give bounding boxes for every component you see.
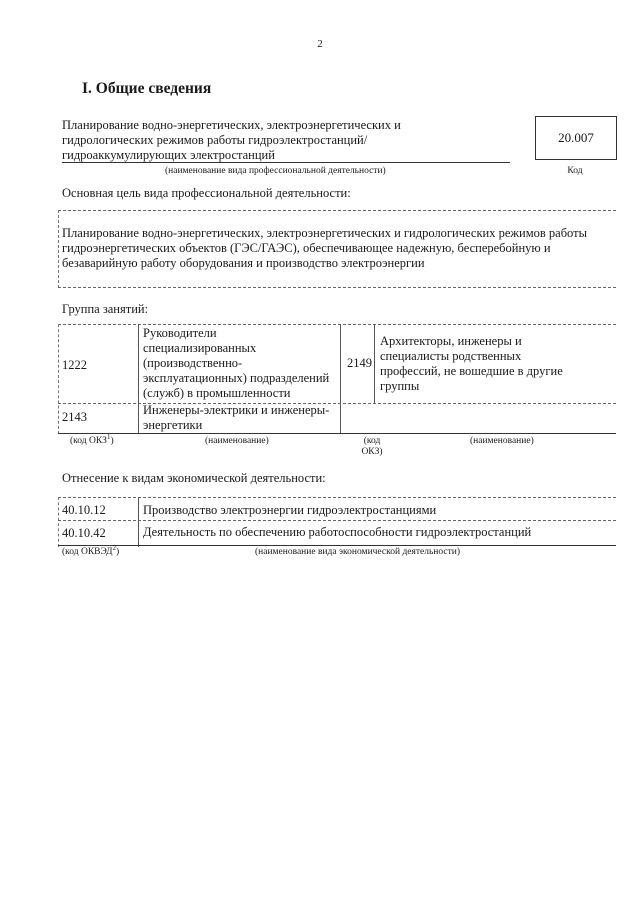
occupation-code: 2143 bbox=[62, 410, 87, 424]
activity-row-divider bbox=[58, 520, 616, 521]
profession-name-caption: (наименование вида профессиональной деятельности) bbox=[165, 166, 386, 176]
okved-code-caption: (код ОКВЭД$^2$) bbox=[62, 543, 120, 557]
economic-activity-label: Отнесение к видам экономической деятельности: bbox=[62, 471, 326, 485]
occupation-name-line: энергетики bbox=[143, 418, 203, 432]
occupation-table-top bbox=[58, 324, 616, 325]
profession-code-caption: Код bbox=[567, 166, 583, 176]
footnote-marker: 1 bbox=[106, 432, 111, 441]
activity-col-divider bbox=[138, 497, 139, 547]
profession-name-line: Планирование водно-энергетических, электроэнергетических и bbox=[62, 118, 401, 132]
occupation-code: 1222 bbox=[62, 358, 87, 372]
okz-code-caption: (код ОКЗ$^1$) bbox=[70, 432, 114, 446]
main-goal-box-top bbox=[58, 210, 616, 211]
section-title: I. Общие сведения bbox=[82, 80, 212, 97]
activity-table-bottom bbox=[58, 545, 616, 546]
activity-table-left bbox=[58, 497, 59, 547]
main-goal-box-bottom bbox=[58, 287, 616, 288]
profession-code: 20.007 bbox=[558, 130, 594, 145]
okved-code: 40.10.42 bbox=[62, 526, 106, 540]
page-number: 2 bbox=[317, 38, 323, 50]
profession-name-line: гидрологических режимов работы гидроэлектростанций/ bbox=[62, 133, 368, 147]
okved-name: Производство электроэнергии гидроэлектростанциями bbox=[143, 503, 437, 517]
main-goal-label: Основная цель вида профессиональной деятельности: bbox=[62, 186, 351, 200]
main-goal-line: гидроэнергетических объектов (ГЭС/ГАЭС), обеспечивающее надежную, бесперебойную и bbox=[62, 241, 551, 255]
occupation-name-line: группы bbox=[380, 379, 420, 393]
profession-name-line: гидроаккумулирующих электростанций bbox=[62, 148, 275, 162]
occupation-name bbox=[380, 334, 615, 394]
profession-underline bbox=[62, 162, 510, 163]
occupation-name-line: Руководители bbox=[143, 326, 217, 340]
occupation-name-line: (производственно- bbox=[143, 356, 243, 370]
main-goal-text bbox=[62, 226, 618, 271]
okz-code-caption-2 bbox=[357, 436, 387, 458]
occupation-name-caption: (наименование) bbox=[205, 436, 269, 446]
occupation-name-line: эксплуатационных) подразделений bbox=[143, 371, 330, 385]
occupation-table-left bbox=[58, 324, 59, 434]
occupation-group-label: Группа занятий: bbox=[62, 302, 149, 316]
okved-code: 40.10.12 bbox=[62, 503, 106, 517]
profession-name bbox=[62, 118, 502, 163]
okved-name: Деятельность по обеспечению работоспособности гидроэлектростанций bbox=[143, 525, 532, 539]
occupation-name bbox=[143, 326, 343, 401]
occupation-name-line: специализированных bbox=[143, 341, 257, 355]
occupation-col-divider-3 bbox=[374, 324, 375, 404]
occupation-name-caption-2: (наименование) bbox=[470, 436, 534, 446]
occupation-name-line: специалисты родственных bbox=[380, 349, 522, 363]
main-goal-line: Планирование водно-энергетических, электроэнергетических и гидрологических режимов работы bbox=[62, 226, 587, 240]
profession-code-box bbox=[535, 116, 617, 160]
occupation-name bbox=[143, 403, 343, 433]
activity-table-top bbox=[58, 497, 616, 498]
occupation-name-line: (служб) в промышленности bbox=[143, 386, 291, 400]
caption-line: ОКЗ) bbox=[361, 447, 383, 457]
occupation-code: 2149 bbox=[347, 356, 372, 370]
caption-line: (код bbox=[363, 436, 381, 446]
occupation-table-bottom bbox=[58, 433, 616, 434]
main-goal-box-left bbox=[58, 210, 59, 288]
occupation-name-line: Инженеры-электрики и инженеры- bbox=[143, 403, 330, 417]
occupation-col-divider-1 bbox=[138, 324, 139, 434]
occupation-name-line: Архитекторы, инженеры и bbox=[380, 334, 522, 348]
main-goal-line: безаварийную работу оборудования и производство электроэнергии bbox=[62, 256, 425, 270]
occupation-name-line: профессий, не вошедшие в другие bbox=[380, 364, 563, 378]
footnote-marker: 2 bbox=[112, 543, 116, 552]
okved-name-caption: (наименование вида экономической деятельности) bbox=[255, 547, 460, 557]
